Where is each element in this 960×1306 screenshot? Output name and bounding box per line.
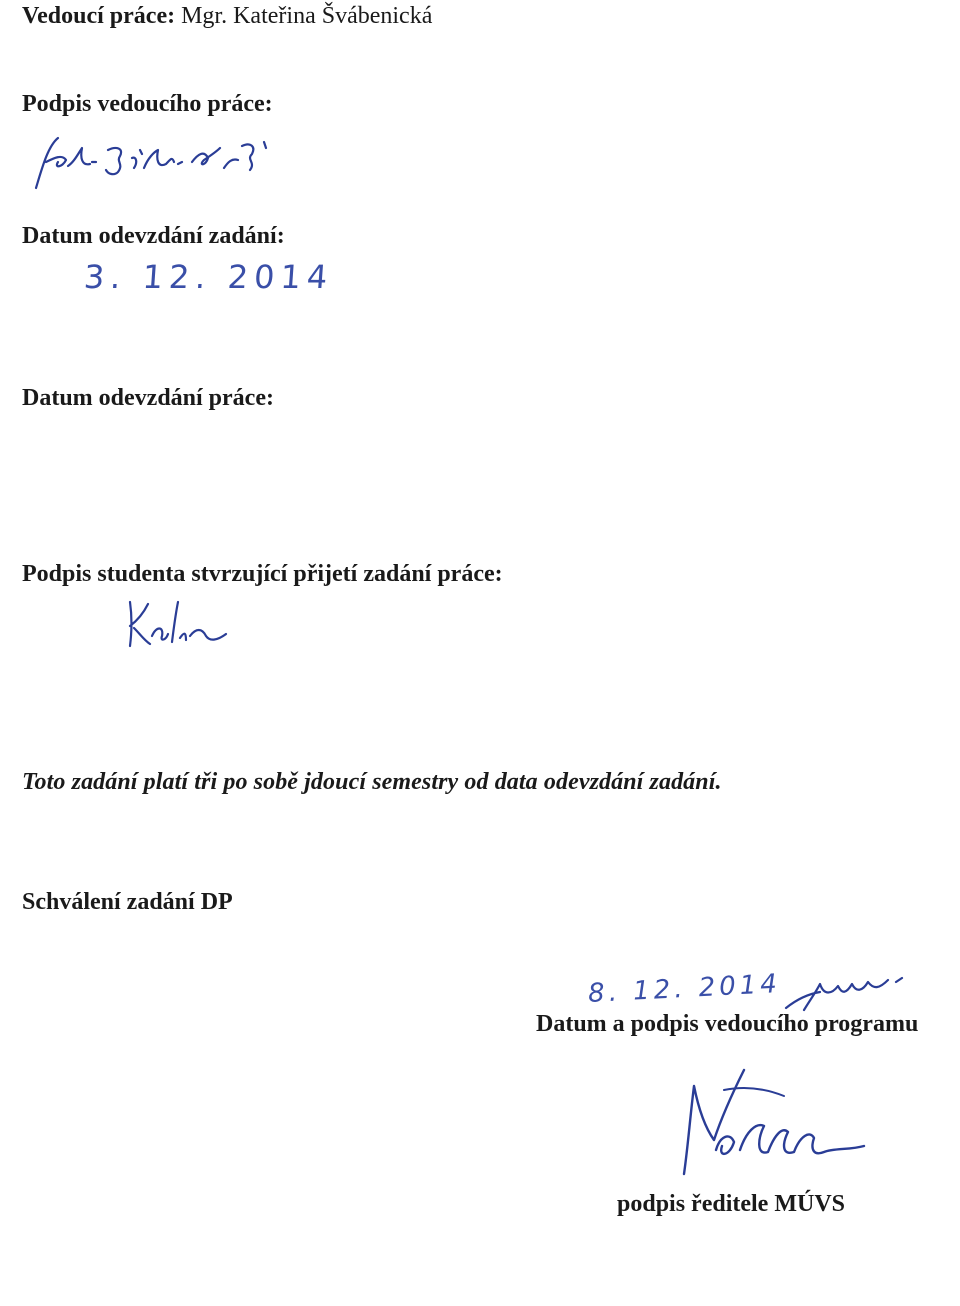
thesis-date-label: Datum odevzdání práce: [22,385,274,411]
supervisor-signature-label: Podpis vedoucího práce: [22,91,273,117]
approval-title: Schválení zadání DP [22,889,233,915]
program-date: 8. 12. 2014 [587,968,782,1010]
director-signature [664,1066,874,1186]
supervisor-label: Vedoucí práce: [22,3,176,29]
validity-note: Toto zadání platí tři po sobě jdoucí semestry od data odevzdání zadání. [22,769,722,795]
director-caption: podpis ředitele MÚVS [617,1191,845,1217]
program-caption: Datum a podpis vedoucího programu [536,1011,919,1037]
student-signature-label: Podpis studenta stvrzující přijetí zadání práce: [22,561,503,587]
assignment-date-value: 3. 12. 2014 [82,258,335,296]
student-signature [122,596,232,652]
supervisor-name: Mgr. Kateřina Švábenická [181,3,433,29]
supervisor-line [22,2,432,30]
assignment-date-label: Datum odevzdání zadání: [22,223,285,249]
supervisor-signature [28,128,288,198]
